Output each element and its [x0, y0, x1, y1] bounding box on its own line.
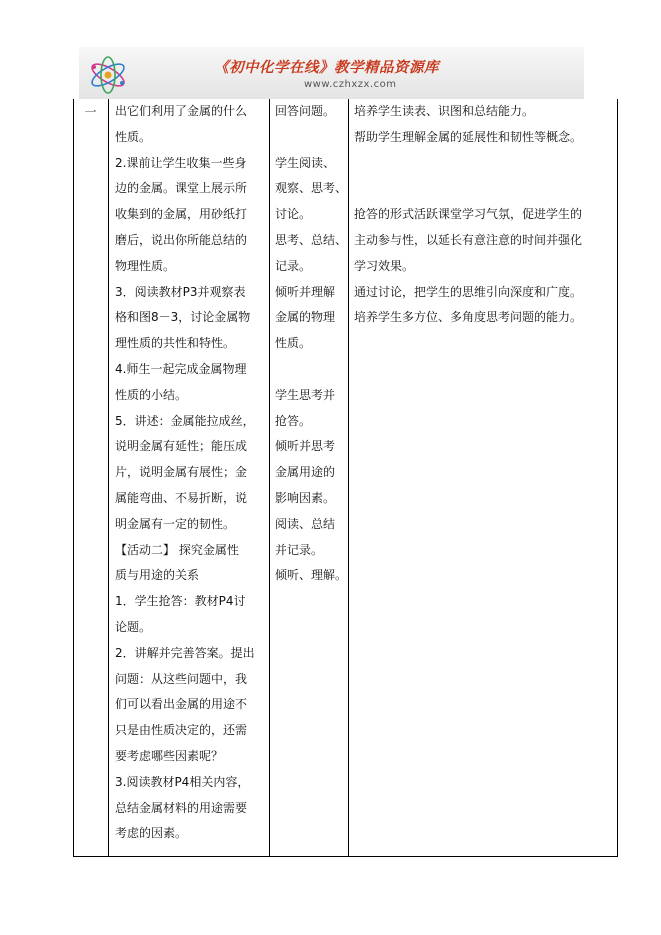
teacher-line: 总结金属材料的用途需要: [115, 800, 248, 815]
teacher-line: 属能弯曲、不易折断，说: [115, 490, 248, 505]
table-divider-2: [269, 99, 270, 856]
intent-line: 主动参与性，以延长有意注意的时间并强化: [354, 232, 583, 247]
student-line: 记录。: [275, 258, 312, 273]
teacher-line: 2．讲解并完善答案。提出: [115, 645, 255, 660]
stage-label: 一: [84, 105, 97, 119]
student-line: 影响因素。: [275, 490, 336, 505]
banner-title: 《初中化学在线》教学精品资源库: [214, 59, 439, 76]
student-line: [275, 357, 347, 383]
student-line: 学生思考并: [275, 387, 336, 402]
intent-line: 培养学生读表、识图和总结能力。: [354, 104, 535, 118]
teacher-line: 性质的小结。: [115, 387, 188, 402]
table-col-intent: [354, 99, 616, 331]
student-line: 倾听、理解。: [275, 568, 347, 583]
student-line: 学生阅读、: [275, 155, 336, 170]
teacher-line: 3．阅读教材P3并观察表: [115, 284, 246, 299]
student-line: 并记录。: [275, 542, 324, 557]
table-border-bottom: [73, 856, 618, 857]
banner-url: www.czhxzx.com: [304, 79, 397, 90]
atom-logo-icon: [86, 53, 130, 97]
intent-line: 学习效果。: [354, 258, 415, 273]
student-line: 金属用途的: [275, 465, 336, 480]
student-line: 性质。: [275, 336, 312, 351]
student-line: 倾听并理解: [275, 284, 336, 299]
teacher-line: 说明金属有延性；能压成: [115, 439, 248, 454]
teacher-line: 考虑的因素。: [115, 826, 188, 841]
teacher-line: 们可以看出金属的用途不: [115, 697, 248, 712]
intent-line: 帮助学生理解金属的延展性和韧性等概念。: [354, 129, 583, 144]
student-line: [275, 125, 347, 151]
table-divider-1: [108, 99, 109, 856]
teacher-line: 质与用途的关系: [115, 568, 200, 583]
table-col-student: [275, 99, 347, 589]
header-banner: [79, 47, 584, 99]
table-col-teacher: [115, 99, 267, 847]
teacher-line: 边的金属。课堂上展示所: [115, 181, 248, 196]
student-line: 观察、思考、: [275, 181, 347, 196]
teacher-line: 1．学生抢答：教材P4讨: [115, 594, 246, 609]
student-line: 阅读、总结: [275, 516, 336, 531]
student-line: 回答问题。: [275, 104, 336, 118]
teacher-line: 论题。: [115, 619, 152, 634]
student-line: 抢答。: [275, 413, 312, 428]
teacher-line: 片，说明金属有展性；金: [115, 465, 248, 480]
table-border-right: [617, 99, 618, 856]
teacher-line: 3.阅读教材P4相关内容，: [115, 774, 250, 789]
student-line: 讨论。: [275, 207, 312, 222]
teacher-line: 出它们利用了金属的什么: [115, 104, 248, 118]
intent-line: [354, 151, 616, 177]
teacher-line: 格和图8－3，讨论金属物: [115, 310, 251, 325]
teacher-line: 4.师生一起完成金属物理: [115, 361, 247, 376]
teacher-line: 性质。: [115, 129, 152, 144]
teacher-line: 磨后，说出你所能总结的: [115, 232, 248, 247]
student-line: 思考、总结、: [275, 232, 347, 247]
table-divider-3: [348, 99, 349, 856]
intent-line: 通过讨论，把学生的思维引向深度和广度。: [354, 284, 583, 299]
teacher-line: 只是由性质决定的，还需: [115, 723, 248, 738]
intent-line: [354, 176, 616, 202]
teacher-line: 明金属有一定的韧性。: [115, 516, 236, 531]
intent-line: 抢答的形式活跃课堂学习气氛，促进学生的: [354, 207, 583, 222]
table-border-left: [73, 99, 74, 856]
student-line: 倾听并思考: [275, 439, 336, 454]
teacher-line: 理性质的共性和特性。: [115, 336, 236, 351]
teacher-line: 要考虑哪些因素呢？: [115, 748, 224, 763]
teacher-line: 收集到的金属，用砂纸打: [115, 207, 248, 222]
teacher-line: 5．讲述：金属能拉成丝，: [115, 413, 255, 428]
teacher-line: 问题：从这些问题中，我: [115, 671, 248, 686]
teacher-line: 【活动二】 探究金属性: [115, 542, 239, 557]
table-col-stage: [73, 99, 108, 126]
intent-line: 培养学生多方位、多角度思考问题的能力。: [354, 310, 583, 325]
teacher-line: 物理性质。: [115, 258, 176, 273]
teacher-line: 2.课前让学生收集一些身: [115, 155, 247, 170]
student-line: 金属的物理: [275, 310, 336, 325]
